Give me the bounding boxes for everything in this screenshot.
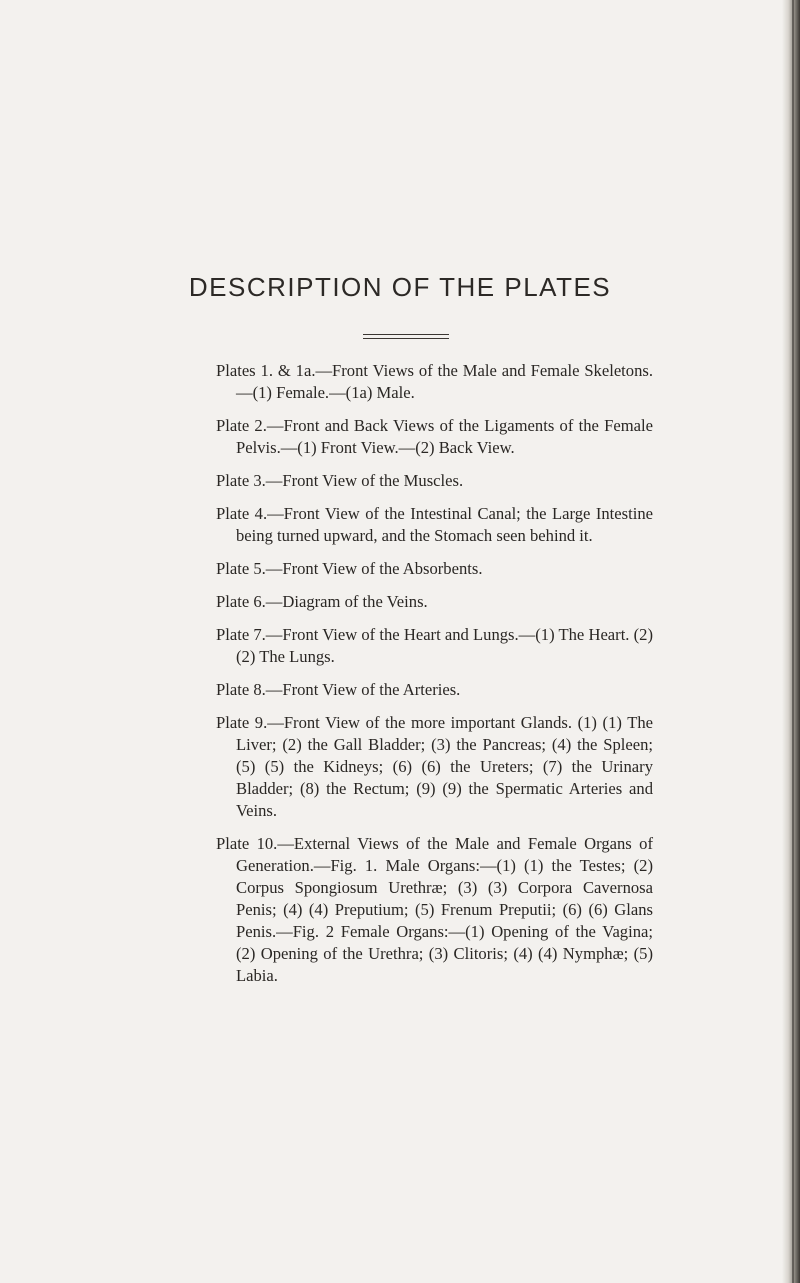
plate-entry-8: Plate 8.—Front View of the Arteries. <box>216 680 461 699</box>
title-divider <box>363 334 449 339</box>
plate-entry-2: Plate 2.—Front and Back Views of the Ligaments of the Female Pelvis.—(1) Front View.—(2) Back View. <box>216 416 653 457</box>
plate-entry-10: Plate 10.—External Views of the Male and Female Organs of Generation.—Fig. 1. Male Organs:—(1) (1) the Testes; (2) Corpus Spongiosum Urethræ; (3) (3) Corpora Cavernosa Penis; (4) (4) Preputium; (5) Frenum Preputii; (6) (6) Glans Penis.—Fig. 2 Female Organs:—(1) Opening of the Vagina; (2) Opening of the Urethra; (3) Clitoris; (4) (4) Nymphæ; (5) Labia. <box>216 834 653 985</box>
plate-entry-7: Plate 7.—Front View of the Heart and Lungs.—(1) The Heart. (2) (2) The Lungs. <box>216 625 653 666</box>
plate-entry-5: Plate 5.—Front View of the Absorbents. <box>216 559 483 578</box>
plates-list <box>216 360 653 998</box>
page-title: DESCRIPTION OF THE PLATES <box>188 272 612 302</box>
plate-entry-4: Plate 4.—Front View of the Intestinal Canal; the Large Intestine being turned upward, and the Stomach seen behind it. <box>216 504 653 545</box>
plate-entry-6: Plate 6.—Diagram of the Veins. <box>216 592 428 611</box>
plate-entry-1: Plates 1. & 1a.—Front Views of the Male and Female Skeletons.—(1) Female.—(1a) Male. <box>216 361 653 402</box>
plate-entry-9: Plate 9.—Front View of the more important Glands. (1) (1) The Liver; (2) the Gall Bladder; (3) the Pancreas; (4) the Spleen; (5) (5) the Kidneys; (6) (6) the Ureters; (7) the Urinary Bladder; (8) the Rectum; (9) (9) the Spermatic Arteries and Veins. <box>216 713 653 820</box>
plate-entry-3: Plate 3.—Front View of the Muscles. <box>216 471 464 490</box>
page-edge-line <box>792 0 794 1283</box>
page-edge-shadow <box>782 0 800 1283</box>
